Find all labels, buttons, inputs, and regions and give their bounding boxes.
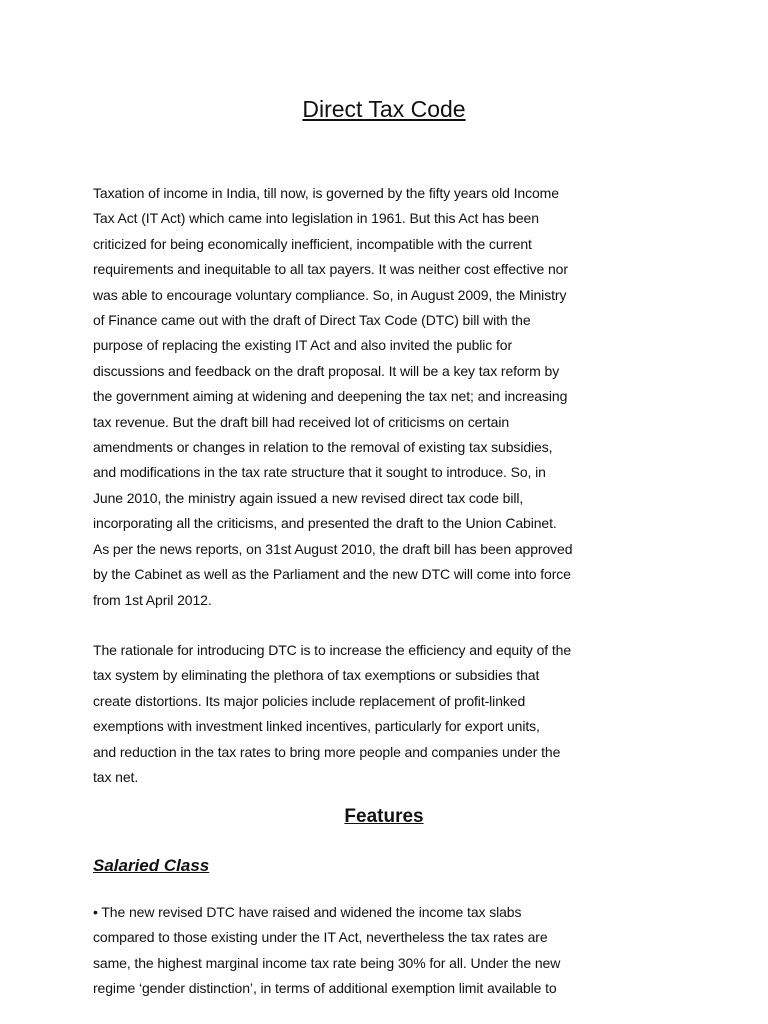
text-line: tax revenue. But the draft bill had received lot of criticisms on certain (93, 413, 510, 430)
text-line: compared to those existing under the IT Act, nevertheless the tax rates are (93, 929, 548, 946)
text-line: June 2010, the ministry again issued a new revised direct tax code bill, (93, 489, 524, 506)
text-line: and reduction in the tax rates to bring more people and companies under the (93, 743, 561, 760)
text-line: Taxation of income in India, till now, is governed by the fifty years old Income (93, 185, 559, 201)
document-title: Direct Tax Code (302, 96, 466, 122)
salaried-class-heading: Salaried Class (93, 856, 210, 875)
text-line: create distortions. Its major policies include replacement of profit-linked (93, 692, 526, 709)
text-line: criticized for being economically inefficient, incompatible with the current (93, 235, 532, 252)
text-line: regime ‘gender distinction’, in terms of additional exemption limit available to (93, 980, 557, 997)
text-line: • The new revised DTC have raised and widened the income tax slabs (93, 904, 522, 920)
text-line: requirements and inequitable to all tax payers. It was neither cost effective nor (93, 261, 568, 278)
features-heading: Features (344, 806, 424, 827)
text-line: incorporating all the criticisms, and presented the draft to the Union Cabinet. (93, 515, 557, 532)
text-line: exemptions with investment linked incentives, particularly for export units, (93, 718, 540, 735)
text-line: by the Cabinet as well as the Parliament and the new DTC will come into force (93, 566, 571, 583)
text-line: amendments or changes in relation to the removal of existing tax subsidies, (93, 439, 553, 456)
text-line: tax net. (93, 769, 139, 786)
text-line: and modifications in the tax rate structure that it sought to introduce. So, in (93, 464, 546, 481)
paragraph-intro (93, 181, 572, 613)
text-line: tax system by eliminating the plethora of tax exemptions or subsidies that (93, 667, 540, 684)
text-line: from 1st April 2012. (93, 591, 212, 608)
text-line: the government aiming at widening and deepening the tax net; and increasing (93, 388, 568, 405)
text-line: As per the news reports, on 31st August 2010, the draft bill has been approved (93, 540, 573, 557)
text-line: same, the highest marginal income tax rate being 30% for all. Under the new (93, 954, 561, 971)
paragraph-rationale (93, 638, 571, 790)
text-line: discussions and feedback on the draft proposal. It will be a key tax reform by (93, 362, 560, 379)
text-line: Tax Act (IT Act) which came into legislation in 1961. But this Act has been (93, 210, 539, 227)
text-line: of Finance came out with the draft of Direct Tax Code (DTC) bill with the (93, 312, 531, 329)
text-line: purpose of replacing the existing IT Act and also invited the public for (93, 337, 513, 354)
text-line: was able to encourage voluntary compliance. So, in August 2009, the Ministry (93, 286, 567, 303)
paragraph-salaried (93, 900, 560, 1002)
text-line: The rationale for introducing DTC is to increase the efficiency and equity of the (93, 642, 572, 658)
